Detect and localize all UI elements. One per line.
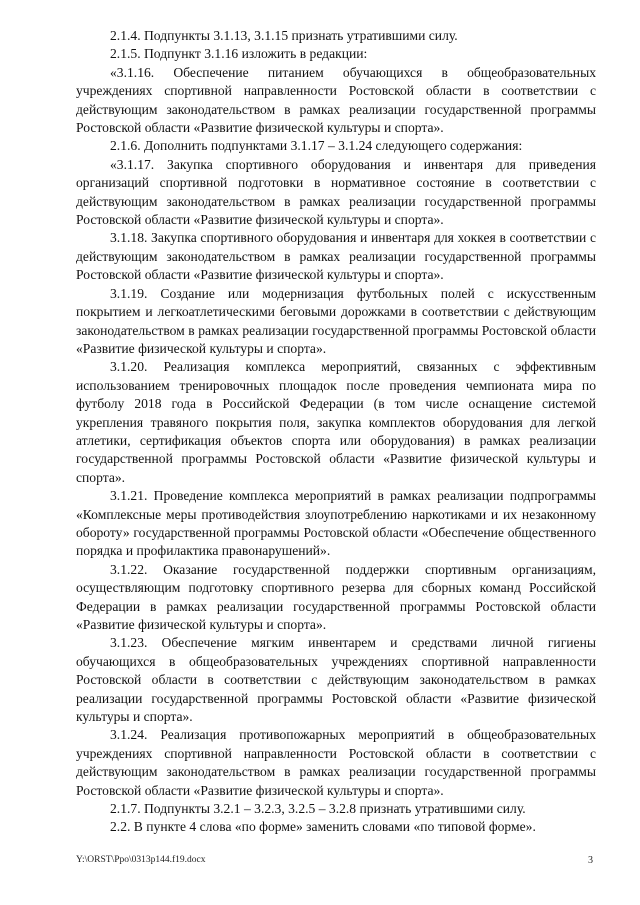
paragraph-2-1-5: 2.1.5. Подпункт 3.1.16 изложить в редакции: xyxy=(110,46,368,62)
paragraph-2-2: 2.2. В пункте 4 слова «по форме» заменить словами «по типовой форме». xyxy=(110,819,536,835)
paragraph-3-1-24: 3.1.24. Реализация противопожарных мероприятий в общеобразовательных учреждениях спортивной направленности Ростовской области в соответствии с действующим законодательством в рамках реализации государственной программы Ростовской области «Развитие физической культуры и спорта». xyxy=(76,727,596,798)
paragraph-2-1-7: 2.1.7. Подпункты 3.2.1 – 3.2.3, 3.2.5 – 3.2.8 признать утратившими силу. xyxy=(110,801,526,817)
document-body xyxy=(76,27,596,837)
paragraph-2-1-6: 2.1.6. Дополнить подпунктами 3.1.17 – 3.1.24 следующего содержания: xyxy=(110,138,523,154)
paragraph-3-1-16: «3.1.16. Обеспечение питанием обучающихся в общеобразовательных учреждениях спортивной направленности Ростовской области в соответствии с действующим законодательством в рамках реализации государственной программы Ростовской области «Развитие физической культуры и спорта». xyxy=(76,64,596,136)
paragraph-3-1-21: 3.1.21. Проведение комплекса мероприятий в рамках реализации подпрограммы «Комплексные меры противодействия злоупотреблению наркотиками и их незаконному обороту» государственной программы Ростовской области «Обеспечение общественного порядка и профилактика правонарушений». xyxy=(76,488,596,559)
paragraph-3-1-18: 3.1.18. Закупка спортивного оборудования и инвентаря для хоккея в соответствии с действующим законодательством в рамках реализации государственной программы Ростовской области «Развитие физической культуры и спорта». xyxy=(76,230,596,283)
footer-page-number: 3 xyxy=(588,855,593,866)
paragraph-3-1-19: 3.1.19. Создание или модернизация футбольных полей с искусственным покрытием и легкоатлетическими беговыми дорожками в соответствии с действующим законодательством в рамках реализации государственной программы Ростовской области «Развитие физической культуры и спорта». xyxy=(76,285,596,356)
paragraph-3-1-20: 3.1.20. Реализация комплекса мероприятий, связанных с эффективным использованием тренировочных площадок после проведения чемпионата мира по футболу 2018 года в Российской Федерации (в том числе оснащение системой укрепления травяного покрытия поля, закупка комплектов оборудования для легкой атлетики, сертификация объектов спорта или оборудования) в рамках реализации государственной программы Ростовской области «Развитие физической культуры и спорта». xyxy=(76,359,596,485)
footer-file-path: Y:\ORST\Ppo\0313p144.f19.docx xyxy=(76,855,206,865)
paragraph-3-1-17: «3.1.17. Закупка спортивного оборудования и инвентаря для приведения организаций спортивной подготовки в нормативное состояние в соответствии с действующим законодательством в рамках реализации государственной программы Ростовской области «Развитие физической культуры и спорта». xyxy=(76,156,596,228)
paragraph-3-1-23: 3.1.23. Обеспечение мягким инвентарем и средствами личной гигиены обучающихся в общеобразовательных учреждениях спортивной направленности Ростовской области в соответствии с действующим законодательством в рамках реализации государственной программы Ростовской области «Развитие физической культуры и спорта». xyxy=(76,635,596,725)
paragraph-3-1-22: 3.1.22. Оказание государственной поддержки спортивным организациям, осуществляющим подготовку спортивного резерва для сборных команд Российской Федерации в рамках реализации государственной программы Ростовской области «Развитие физической культуры и спорта». xyxy=(76,561,596,632)
paragraph-2-1-4: 2.1.4. Подпункты 3.1.13, 3.1.15 признать утратившими силу. xyxy=(110,28,458,43)
